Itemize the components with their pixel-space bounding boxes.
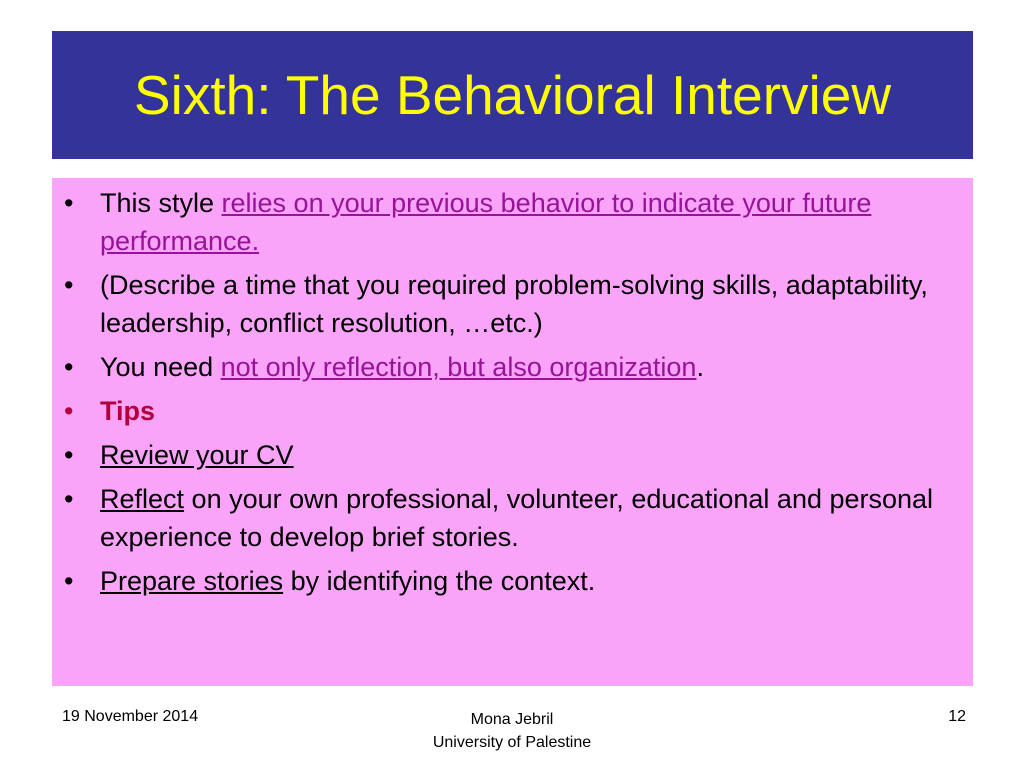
hyperlink[interactable]: relies on your previous behavior to indicate your future performance.: [100, 188, 872, 256]
bullet-item: [52, 436, 953, 474]
bullet-dot-icon: •: [64, 566, 74, 596]
bullet-text-suffix: on your own professional, volunteer, educational and personal experience to develop brief stories.: [100, 484, 934, 552]
bullet-item: [52, 184, 953, 260]
bullet-item: [52, 348, 953, 386]
bullet-dot-icon: •: [64, 396, 74, 426]
bullet-dot-icon: •: [64, 484, 74, 514]
hyperlink[interactable]: not only reflection, but also organization: [220, 352, 697, 382]
tips-heading: Tips: [100, 396, 156, 426]
bullet-item: [52, 266, 953, 342]
bullet-item: [52, 480, 953, 556]
bullet-dot-icon: •: [64, 440, 74, 470]
bullet-text: You need: [100, 352, 221, 382]
content-panel: [52, 178, 973, 686]
bullet-dot-icon: •: [64, 352, 74, 382]
slide-number: 12: [948, 708, 966, 725]
bullet-item-tips: [52, 392, 953, 430]
title-banner: [52, 31, 973, 159]
bullet-dot-icon: •: [64, 270, 74, 300]
footer-institution: University of Palestine: [432, 734, 592, 751]
bullet-text: (Describe a time that you required problem-solving skills, adaptability, leadership, conflict resolution, …etc.): [100, 270, 928, 338]
bullet-text-suffix: .: [696, 352, 704, 382]
footer-date: 19 November 2014: [62, 708, 199, 725]
bullet-text-suffix: by identifying the context.: [283, 566, 596, 596]
underlined-text: Review your CV: [100, 440, 294, 470]
bullet-item: [52, 562, 953, 600]
slide-title: Sixth: The Behavioral Interview: [133, 64, 892, 126]
footer-author-block: [412, 708, 612, 754]
underlined-text: Prepare stories: [100, 566, 284, 596]
underlined-text: Reflect: [100, 484, 185, 514]
footer-author: Mona Jebril: [470, 711, 554, 728]
bullet-dot-icon: •: [64, 188, 74, 218]
bullet-text: This style: [100, 188, 222, 218]
bullet-list: [52, 184, 953, 600]
